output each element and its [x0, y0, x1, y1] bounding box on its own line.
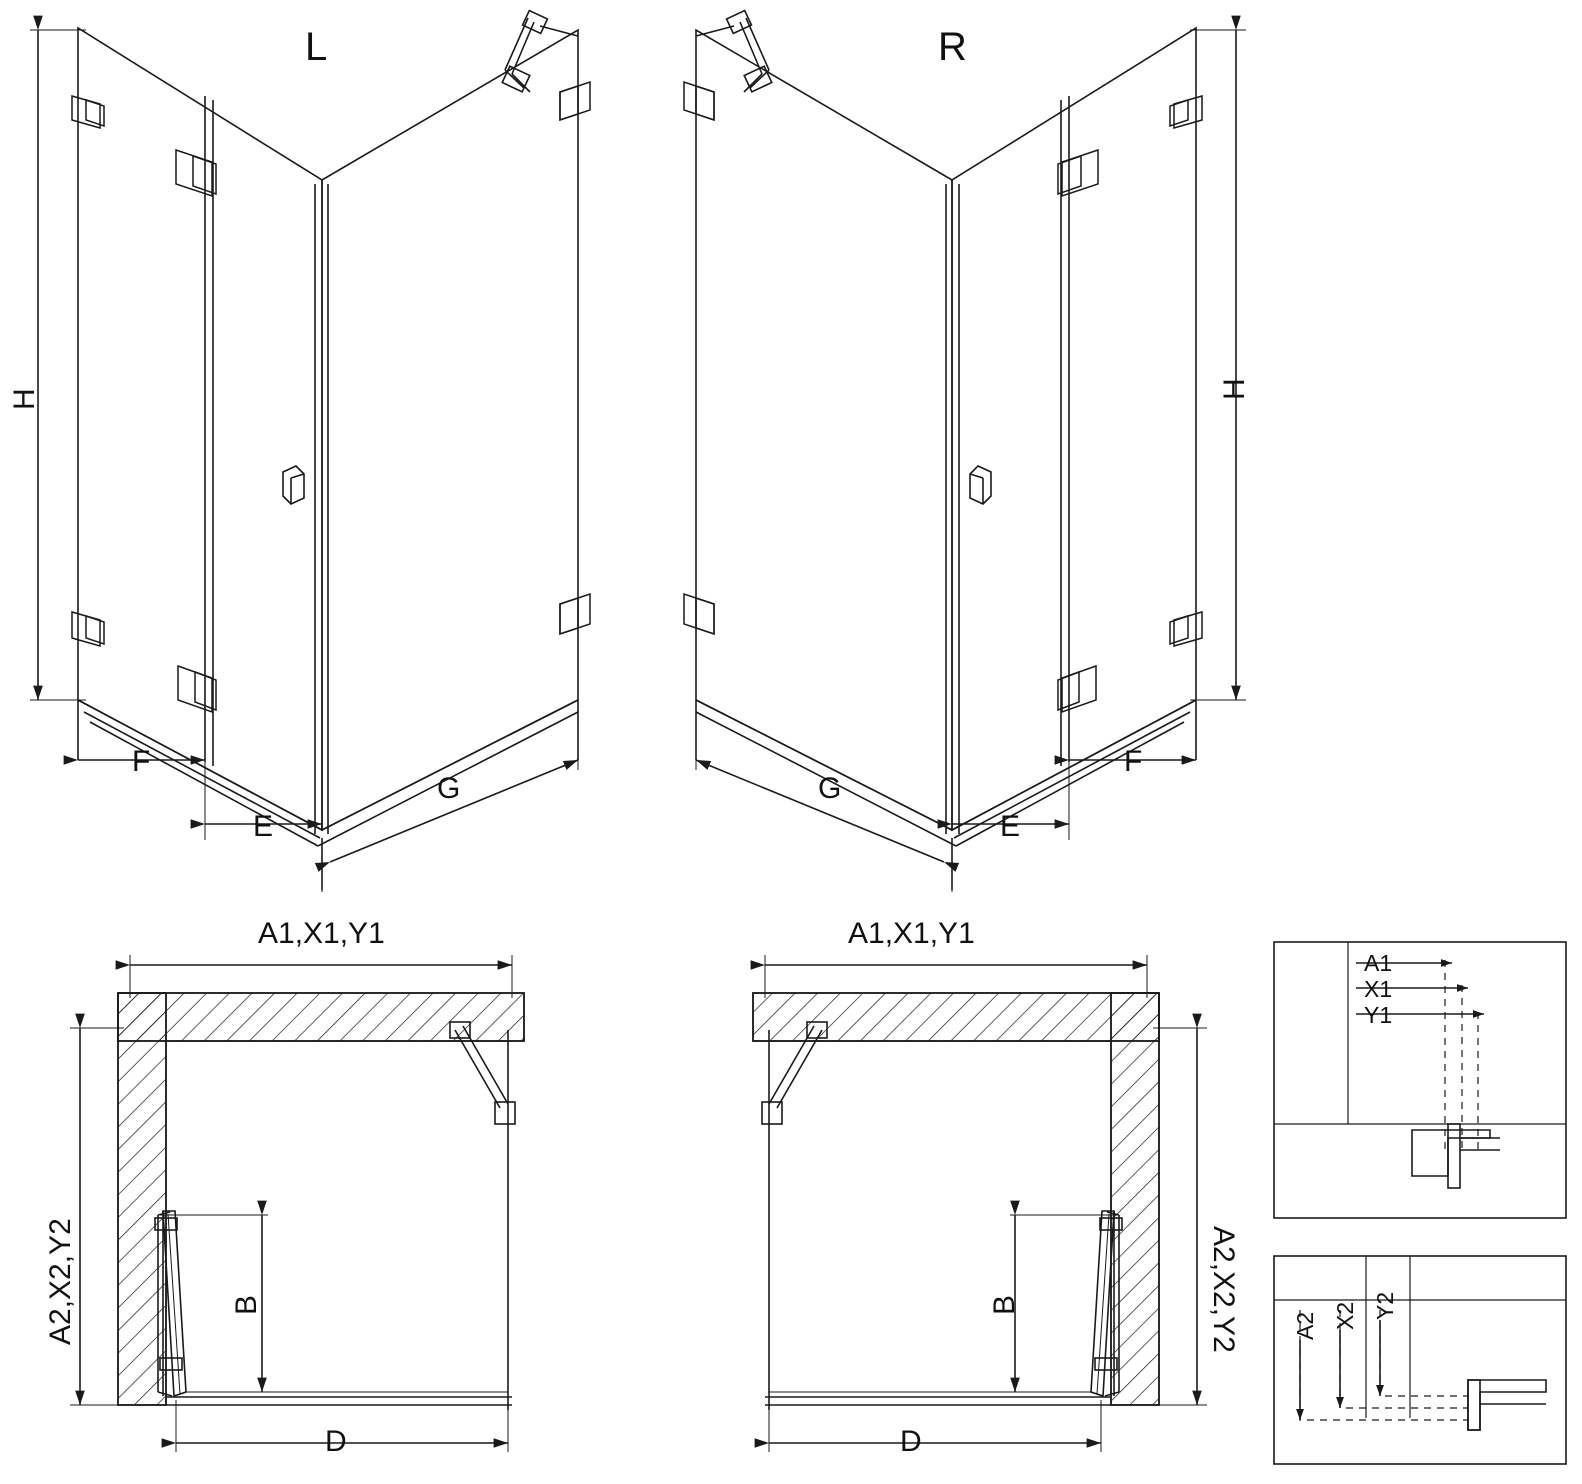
iso-right-dim-f-label: F	[1124, 745, 1143, 778]
detail-top-label-y1: Y1	[1364, 1002, 1393, 1028]
plan-left-top-dimension-label: A1,X1,Y1	[258, 917, 385, 950]
detail-bottom-label-y2: Y2	[1372, 1291, 1398, 1320]
iso-left-height-label: H	[8, 388, 41, 410]
plan-view-left	[70, 955, 524, 1452]
plan-left-side-dimension-label: A2,X2,Y2	[44, 1218, 77, 1345]
detail-bottom-label-a2: A2	[1292, 1311, 1318, 1340]
iso-right-variant-label: R	[938, 25, 967, 69]
detail-view-top	[1274, 942, 1566, 1218]
iso-right-height-label: H	[1218, 378, 1251, 400]
iso-view-left	[30, 11, 590, 892]
plan-left-bottom-dimension-label: D	[325, 1425, 347, 1458]
plan-right-bottom-dimension-label: D	[900, 1425, 922, 1458]
plan-left-inner-dimension-label: B	[230, 1294, 263, 1315]
iso-left-variant-label: L	[305, 25, 328, 69]
iso-right-dim-e-label: E	[1000, 810, 1021, 843]
detail-bottom-label-x2: X2	[1332, 1301, 1358, 1330]
plan-right-top-dimension-label: A1,X1,Y1	[848, 917, 975, 950]
iso-left-dim-g-label: G	[437, 772, 461, 805]
detail-top-label-x1: X1	[1364, 976, 1393, 1002]
iso-left-dim-e-label: E	[253, 810, 274, 843]
plan-right-side-dimension-label: A2,X2,Y2	[1207, 1226, 1240, 1353]
detail-view-bottom	[1274, 1256, 1566, 1464]
iso-view-right	[684, 11, 1246, 892]
iso-left-dim-f-label: F	[132, 745, 151, 778]
plan-view-right	[753, 955, 1207, 1452]
iso-right-dim-g-label: G	[818, 772, 842, 805]
detail-top-label-a1: A1	[1364, 950, 1393, 976]
plan-right-inner-dimension-label: B	[988, 1294, 1021, 1315]
